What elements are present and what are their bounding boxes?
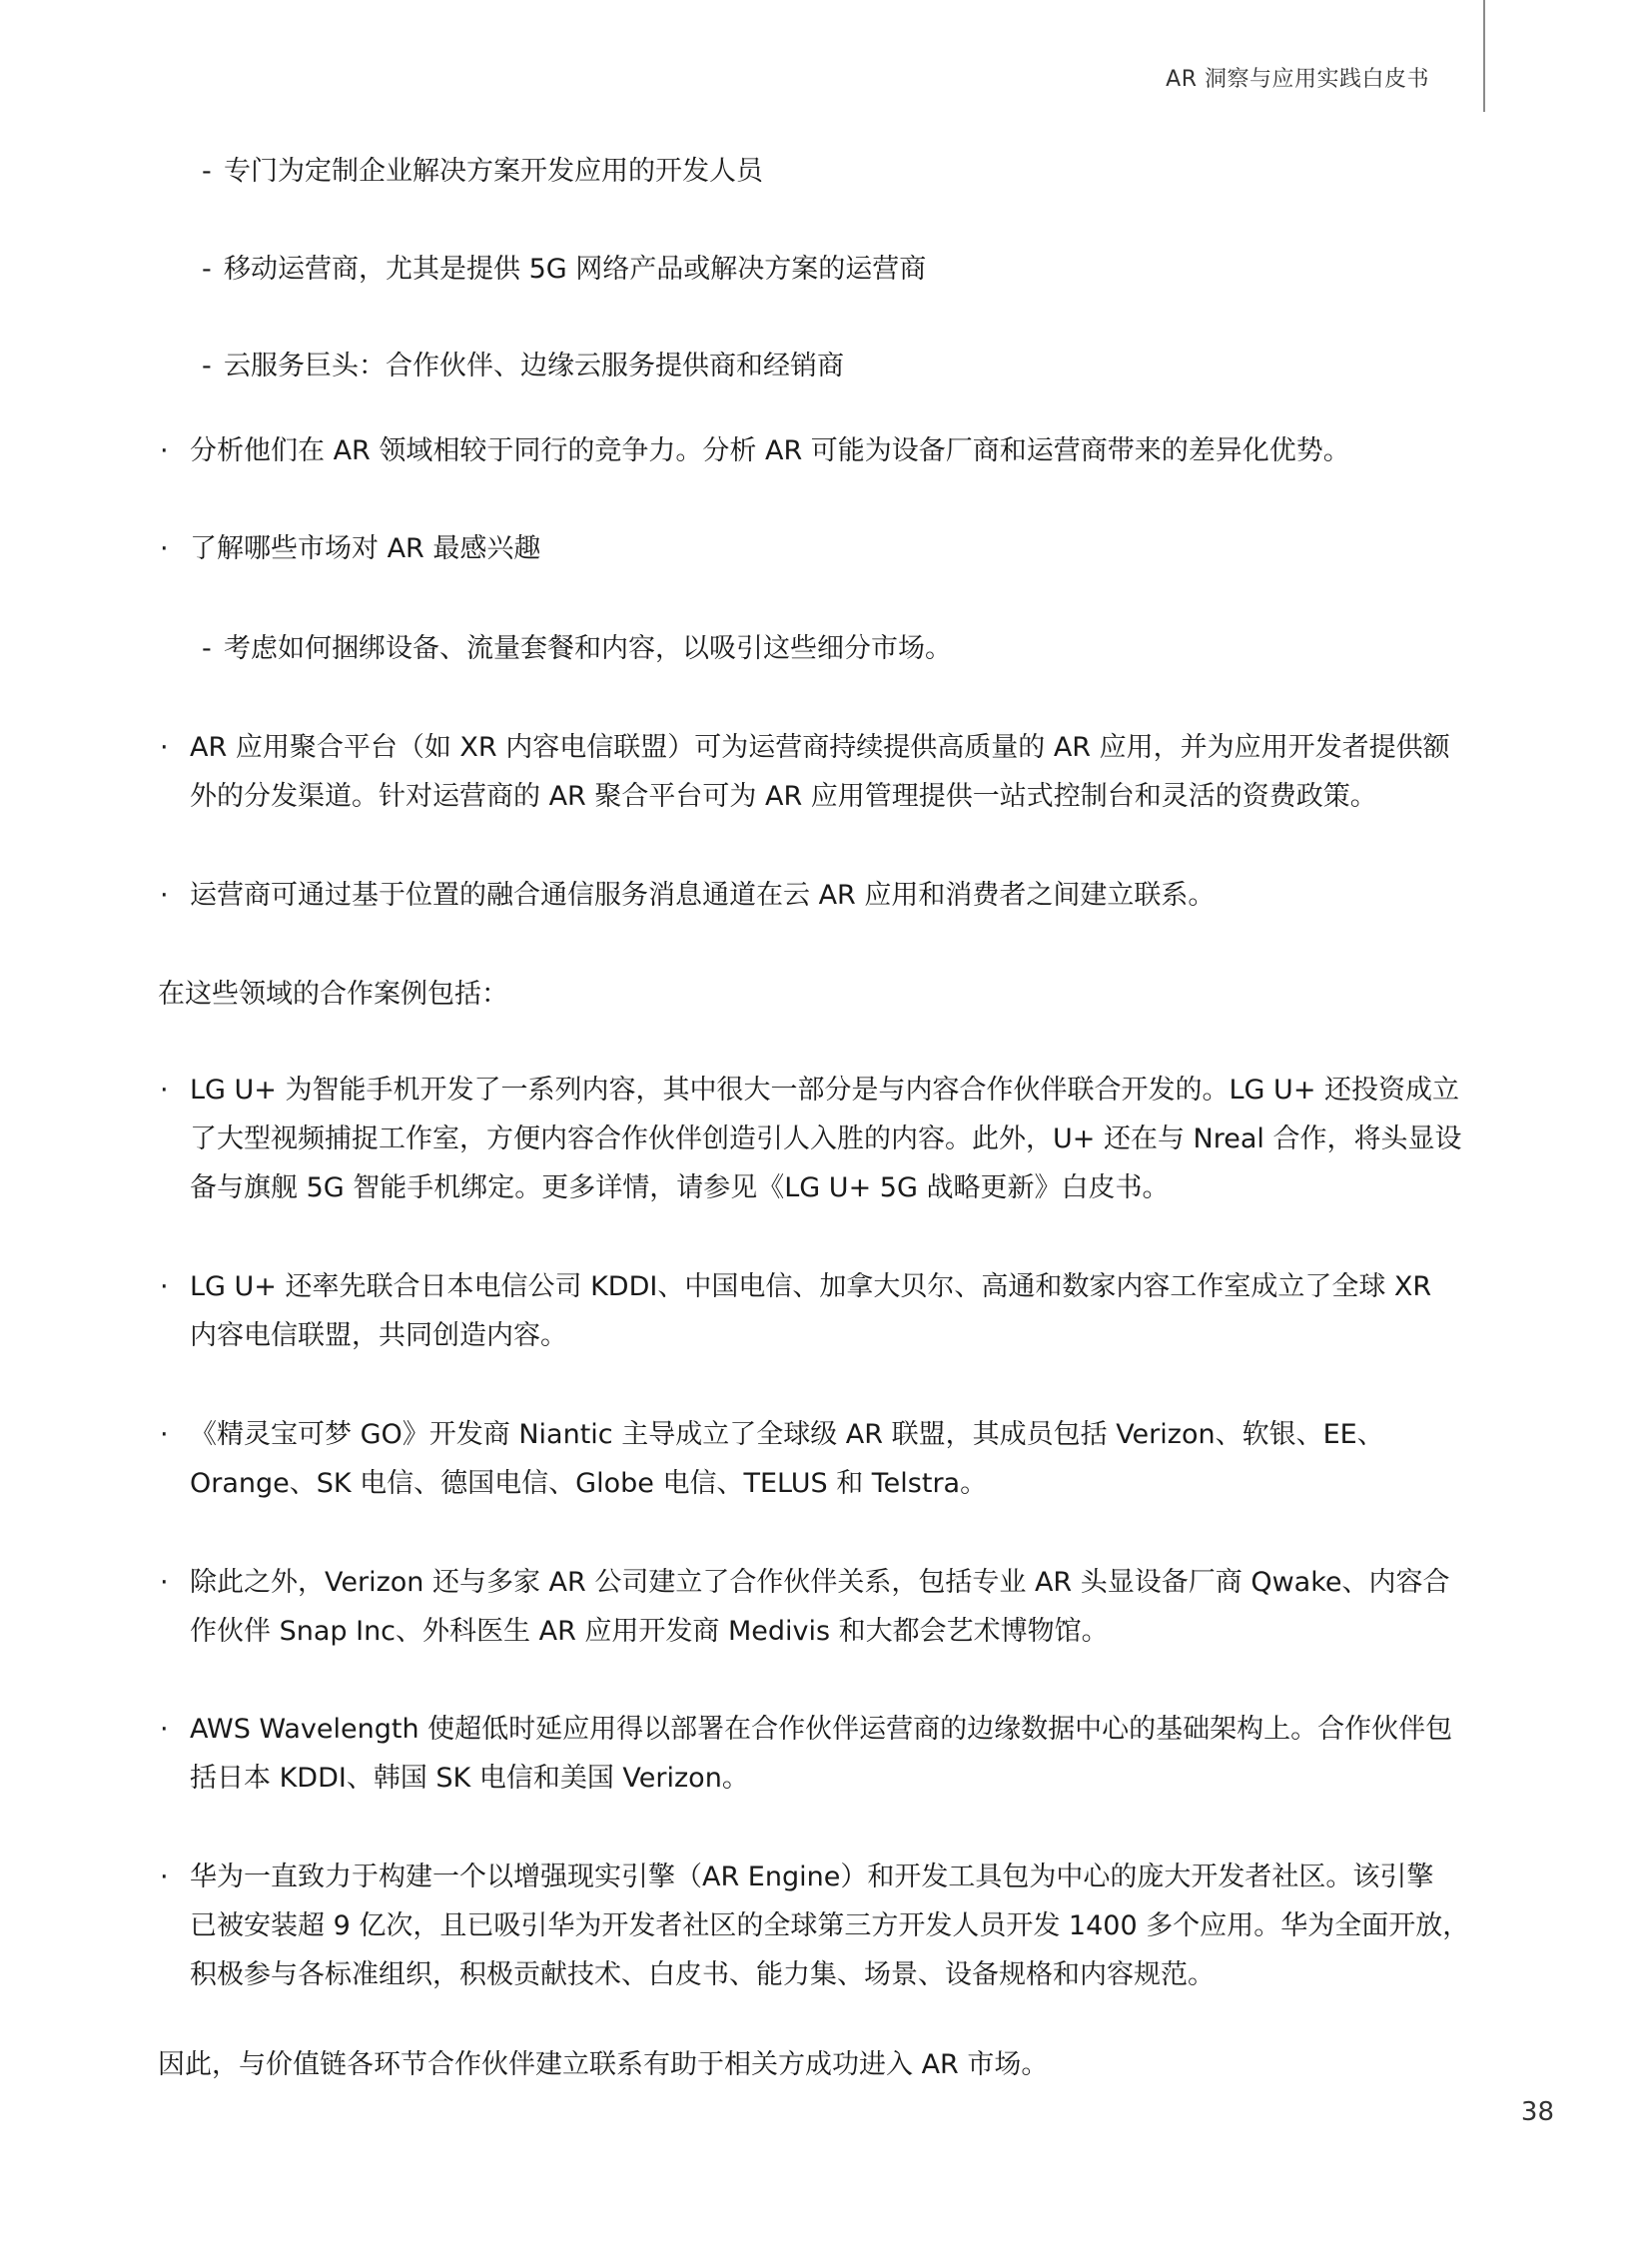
sub-list-item (202, 629, 952, 669)
section-intro: 在这些领域的合作案例包括： (158, 979, 508, 1010)
bullet-item (160, 431, 1350, 471)
list-item-text: LG U+ 为智能手机开发了一系列内容，其中很大一部分是与内容合作伙伴联合开发的。LG U+ 还投资成立 (190, 1075, 1460, 1106)
bullet-item (160, 1415, 1384, 1455)
dash-marker: - (202, 633, 212, 664)
bullet-item (160, 1267, 1431, 1307)
list-item-text: 《精灵宝可梦 GO》开发商 Niantic 主导成立了全球级 AR 联盟，其成员包括 Verizon、软银、EE、 (190, 1419, 1384, 1450)
list-item-text: 运营商可通过基于位置的融合通信服务消息通道在云 AR 应用和消费者之间建立联系。 (190, 880, 1216, 911)
list-item-text: 除此之外，Verizon 还与多家 AR 公司建立了合作伙伴关系，包括专业 AR 头显设备厂商 Qwake、内容合 (190, 1567, 1450, 1598)
list-item-text: 考虑如何捆绑设备、流量套餐和内容，以吸引这些细分市场。 (224, 633, 952, 664)
list-item-continuation: 外的分发渠道。针对运营商的 AR 聚合平台可为 AR 应用管理提供一站式控制台和灵活的资费政策。 (190, 781, 1377, 812)
bullet-marker: · (160, 435, 169, 466)
list-item-continuation: 已被安装超 9 亿次，且已吸引华为开发者社区的全球第三方开发人员开发 1400 多个应用。华为全面开放， (190, 1910, 1470, 1941)
list-item-text: 了解哪些市场对 AR 最感兴趣 (190, 533, 541, 564)
dash-marker: - (202, 156, 212, 187)
bullet-item (160, 876, 1215, 916)
bullet-item (160, 1710, 1452, 1750)
list-item-text: 移动运营商，尤其是提供 5G 网络产品或解决方案的运营商 (224, 254, 927, 285)
conclusion-paragraph: 因此，与价值链各环节合作伙伴建立联系有助于相关方成功进入 AR 市场。 (158, 2049, 1049, 2080)
sub-list-item (202, 152, 763, 192)
header-divider (1483, 0, 1485, 112)
list-item-continuation: 括日本 KDDI、韩国 SK 电信和美国 Verizon。 (190, 1763, 749, 1794)
list-item-text: AWS Wavelength 使超低时延应用得以部署在合作伙伴运营商的边缘数据中心的基础架构上。合作伙伴包 (190, 1714, 1453, 1745)
bullet-marker: · (160, 533, 169, 564)
bullet-item (160, 529, 540, 569)
bullet-marker: · (160, 1419, 169, 1450)
page-number: 38 (1520, 2097, 1554, 2127)
list-item-text: 专门为定制企业解决方案开发应用的开发人员 (224, 156, 763, 187)
bullet-item (160, 1071, 1459, 1111)
dash-marker: - (202, 254, 212, 285)
list-item-continuation: 备与旗舰 5G 智能手机绑定。更多详情，请参见《LG U+ 5G 战略更新》白皮书。 (190, 1172, 1170, 1203)
list-item-text: 分析他们在 AR 领域相较于同行的竞争力。分析 AR 可能为设备厂商和运营商带来的差异化优势。 (190, 435, 1350, 466)
list-item-continuation: 积极参与各标准组织，积极贡献技术、白皮书、能力集、场景、设备规格和内容规范。 (190, 1959, 1215, 1990)
dash-marker: - (202, 351, 212, 381)
list-item-text: AR 应用聚合平台（如 XR 内容电信联盟）可为运营商持续提供高质量的 AR 应用，并为应用开发者提供额 (190, 732, 1450, 763)
running-header: AR 洞察与应用实践白皮书 (1166, 67, 1429, 92)
list-item-text: 云服务巨头：合作伙伴、边缘云服务提供商和经销商 (224, 351, 844, 381)
bullet-marker: · (160, 880, 169, 911)
list-item-text: LG U+ 还率先联合日本电信公司 KDDI、中国电信、加拿大贝尔、高通和数家内容工作室成立了全球 XR (190, 1271, 1432, 1302)
bullet-marker: · (160, 1271, 169, 1302)
list-item-continuation: 作伙伴 Snap Inc、外科医生 AR 应用开发商 Medivis 和大都会艺术博物馆。 (190, 1616, 1109, 1647)
bullet-item (160, 1563, 1450, 1603)
list-item-continuation: 内容电信联盟，共同创造内容。 (190, 1320, 567, 1351)
bullet-marker: · (160, 1075, 169, 1106)
sub-list-item (202, 347, 844, 386)
bullet-marker: · (160, 1714, 169, 1745)
bullet-marker: · (160, 1862, 169, 1892)
bullet-item (160, 1858, 1433, 1897)
list-item-continuation: Orange、SK 电信、德国电信、Globe 电信、TELUS 和 Telstra。 (190, 1468, 988, 1499)
list-item-continuation: 了大型视频捕捉工作室，方便内容合作伙伴创造引人入胜的内容。此外，U+ 还在与 Nreal 合作，将头显设 (190, 1123, 1462, 1154)
list-item-text: 华为一直致力于构建一个以增强现实引擎（AR Engine）和开发工具包为中心的庞大开发者社区。该引擎 (190, 1862, 1434, 1892)
sub-list-item (202, 250, 926, 290)
bullet-marker: · (160, 1567, 169, 1598)
bullet-item (160, 728, 1450, 768)
bullet-marker: · (160, 732, 169, 763)
